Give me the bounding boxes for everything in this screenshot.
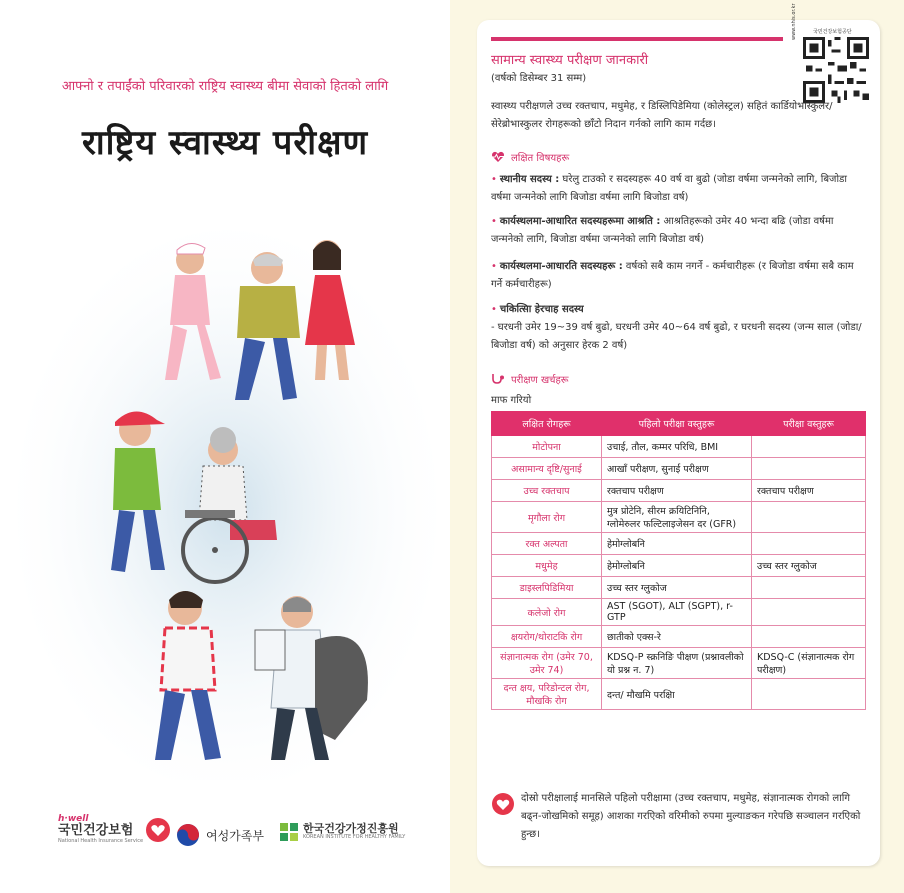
second-exam-cell	[752, 502, 866, 533]
table-row	[492, 626, 866, 648]
first-exam-cell: हेमोग्लोबनि	[602, 533, 752, 555]
target-bullet: • चकित्सिा हेरचाह सदस्य - घरधनी उमेर 19~39 वर्ष बुढो, घरधनी उमेर 40~64 वर्ष बुढो, र घरधनी सदस्य (जन्म साल (जोडा/बिजोडा वर्ष) को अनुसार हेरक 2 वर्ष)	[491, 304, 862, 351]
disease-cell: कलेजो रोग	[492, 599, 602, 626]
qr-url-label: www.nhis.or.kr	[791, 3, 797, 40]
table-row	[492, 599, 866, 626]
kihf-logo	[280, 823, 405, 841]
disease-cell: मृगौला रोग	[492, 502, 602, 533]
first-exam-cell: KDSQ-P स्क्रनिङि पीक्षण (प्रश्नावलीको यो प्रश्न न. 7)	[602, 648, 752, 679]
table-row	[492, 458, 866, 480]
first-exam-cell: दन्त/ मौखमि परक्षिा	[602, 679, 752, 710]
first-exam-cell: आखाँ परीक्षण, सुनाई परीक्षण	[602, 458, 752, 480]
nhis-logo	[58, 815, 171, 844]
first-exam-cell: छातीको एक्स-रे	[602, 626, 752, 648]
second-exam-cell	[752, 577, 866, 599]
taegeuk-icon	[176, 823, 200, 847]
table-row	[492, 436, 866, 458]
table-row	[492, 577, 866, 599]
info-date: (वर्षको डिसेम्बर 31 सम्म)	[491, 73, 587, 84]
bullet-lead: स्थानीय सदस्य :	[499, 174, 560, 185]
bullet-text: आश्रतिहरूको उमेर 40 भन्दा बढि (जोडा वर्षमा जन्मनेको लागि, बिजोडा वर्षमा जन्मनेको लागि बिजोडा वर्ष)	[491, 216, 834, 245]
heartbeat-icon	[491, 151, 505, 163]
sponsor-logos	[58, 815, 438, 865]
mogef-name: 여성가족부	[206, 828, 264, 843]
second-exam-cell	[752, 679, 866, 710]
cover-panel	[0, 0, 450, 893]
second-exam-cell	[752, 533, 866, 555]
kihf-name-en: KOREAN INSTITUTE FOR HEALTHY FAMILY	[303, 834, 406, 841]
note-text: दोस्रो परीक्षालाई मानसिले पहिलो परीक्षामा (उच्च रक्तचाप, मधुमेह, संज्ञानात्मक रोगको लागि बढ्न-जोखमिको समूह) आशका गरएिको वरिमीको रुपमा मुल्याङकन गरेपछि सञ्चालन गरएिको हुन्छ।	[521, 793, 861, 840]
health-care-illustration	[15, 220, 440, 780]
info-title: सामान्य स्वास्थ्य परीक्षण जानकारी	[491, 53, 649, 68]
second-exam-cell: रक्तचाप परीक्षण	[752, 480, 866, 502]
cost-heading-label: परीक्षण खर्चहरू	[511, 375, 569, 386]
bullet-text: वर्षको सबै काम नगर्ने - कर्मचारीहरू (र बिजोडा वर्षमा सबै काम गर्ने कर्मचारीहरू)	[491, 261, 854, 290]
bullet-text: - घरधनी उमेर 19~39 वर्ष बुढो, घरधनी उमेर 40~64 वर्ष बुढो, र घरधनी सदस्य (जन्म साल (जोडा/बिजोडा वर्ष) को अनुसार हेरक 2 वर्ष)	[491, 322, 862, 351]
info-panel	[450, 0, 904, 893]
bullet-lead: कार्यस्थलमा-आधारति सदस्यहरू :	[499, 261, 623, 272]
first-exam-cell: उच्च स्तर ग्लुकोज	[602, 577, 752, 599]
col-header-disease: लक्षित रोगहरू	[492, 412, 602, 436]
first-exam-cell: AST (SGOT), ALT (SGPT), r-GTP	[602, 599, 752, 626]
heart-bubble-icon	[491, 792, 515, 816]
nhis-tagline: h·well	[58, 814, 89, 824]
qr-code-icon	[803, 37, 869, 103]
disease-cell: संज्ञानात्मक रोग (उमेर 70, उमेर 74)	[492, 648, 602, 679]
qr-block	[787, 3, 875, 108]
nhis-name-en: National Health Insurance Service	[58, 838, 144, 844]
mogef-logo	[176, 823, 264, 847]
cost-free-text: माफ गरियो	[491, 395, 532, 406]
target-bullet: • कार्यस्थलमा-आधारित सदस्यहरूमा आश्रति : आश्रतिहरूको उमेर 40 भन्दा बढि (जोडा वर्षमा जन्मनेको लागि, बिजोडा वर्षमा जन्मनेको लागि बिजोडा वर्ष)	[491, 216, 834, 245]
cover-subtitle: आफ्नो र तपाईंको परिवारको राष्ट्रिय स्वास्थ्य बीमा सेवाको हितको लागि	[61, 79, 389, 94]
first-exam-cell: उचाई, तौल, कम्मर परिधि, BMI	[602, 436, 752, 458]
first-exam-cell: मुत्र प्रोटेनि, सीरम क्रयिटिनिनि, ग्लोमेरुलर फल्टिलाइजेसन दर (GFR)	[602, 502, 752, 533]
disease-cell: क्षयरोग/थोराटकि रोग	[492, 626, 602, 648]
second-exam-cell	[752, 626, 866, 648]
cover-title: राष्ट्रिय स्वास्थ्य परीक्षण	[81, 123, 369, 163]
col-header-first-exam: पहिलो परीक्षा वस्तुहरू	[602, 412, 752, 436]
qr-org-label: 국민건강보험공단	[813, 29, 852, 35]
kihf-mark-icon	[280, 823, 298, 841]
disease-cell: डाइस्लपिडिमिया	[492, 577, 602, 599]
stethoscope-icon	[491, 373, 505, 386]
bullet-lead: कार्यस्थलमा-आधारित सदस्यहरूमा आश्रति :	[499, 216, 661, 227]
second-exam-cell: उच्च स्तर ग्लुकोज	[752, 555, 866, 577]
table-row	[492, 555, 866, 577]
title-accent-bar	[491, 37, 783, 41]
kihf-name: 한국건강가정진흥원	[303, 822, 399, 836]
second-exam-cell	[752, 458, 866, 480]
exam-items-table	[491, 411, 866, 710]
bullet-lead: चकित्सिा हेरचाह सदस्य	[499, 304, 584, 315]
info-card	[477, 3, 880, 866]
second-exam-cell	[752, 436, 866, 458]
first-exam-cell: हेमोग्लोबनि	[602, 555, 752, 577]
disease-cell: उच्च रक्तचाप	[492, 480, 602, 502]
disease-cell: मधुमेह	[492, 555, 602, 577]
disease-cell: रक्त अल्पता	[492, 533, 602, 555]
table-row	[492, 679, 866, 710]
nhis-name: 국민건강보험	[58, 823, 134, 838]
target-bullet: • स्थानीय सदस्य : घरेलु टाउको र सदस्यहरू 40 वर्ष वा बुढो (जोडा वर्षमा जन्मनेको लागि, बिजोडा वर्षमा जन्मनेको लागि बिजोडा वर्षमा लागि बिजोडा वर्ष)	[491, 174, 847, 203]
table-row	[492, 502, 866, 533]
target-section-heading	[491, 150, 569, 164]
intro-text: स्वास्थ्य परीक्षणले उच्च रक्तचाप, मधुमेह, र डिस्लिपिडेमिया (कोलेस्ट्रल) सहितं कार्डियोभास्कुलर/सेरेब्रोभास्कुलर रोगहरूको छाँटो निदान गर्नको लागि काम गर्दछ।	[491, 101, 833, 130]
disease-cell: दन्त क्षय, परिडोन्टल रोग, मौखकि रोग	[492, 679, 602, 710]
table-row	[492, 480, 866, 502]
second-exam-cell: KDSQ-C (संज्ञानात्मक रोग परीक्षण)	[752, 648, 866, 679]
first-exam-cell: रक्तचाप परीक्षण	[602, 480, 752, 502]
disease-cell: मोटोपना	[492, 436, 602, 458]
disease-cell: असामान्य दृष्टि/सुनाई	[492, 458, 602, 480]
target-heading-label: लक्षित विषयहरू	[511, 153, 570, 164]
second-exam-cell	[752, 599, 866, 626]
heart-icon	[145, 817, 171, 843]
cost-section-heading	[491, 372, 569, 386]
table-header-row	[492, 412, 866, 436]
bullet-text: घरेलु टाउको र सदस्यहरू 40 वर्ष वा बुढो (जोडा वर्षमा जन्मनेको लागि, बिजोडा वर्षमा जन्मनेको लागि बिजोडा वर्षमा लागि बिजोडा वर्ष)	[491, 174, 847, 203]
target-bullet: • कार्यस्थलमा-आधारति सदस्यहरू : वर्षको सबै काम नगर्ने - कर्मचारीहरू (र बिजोडा वर्षमा सबै काम गर्ने कर्मचारीहरू)	[491, 261, 854, 290]
table-row	[492, 533, 866, 555]
table-row	[492, 648, 866, 679]
col-header-second-exam: परीक्षा वस्तुहरू	[752, 412, 866, 436]
